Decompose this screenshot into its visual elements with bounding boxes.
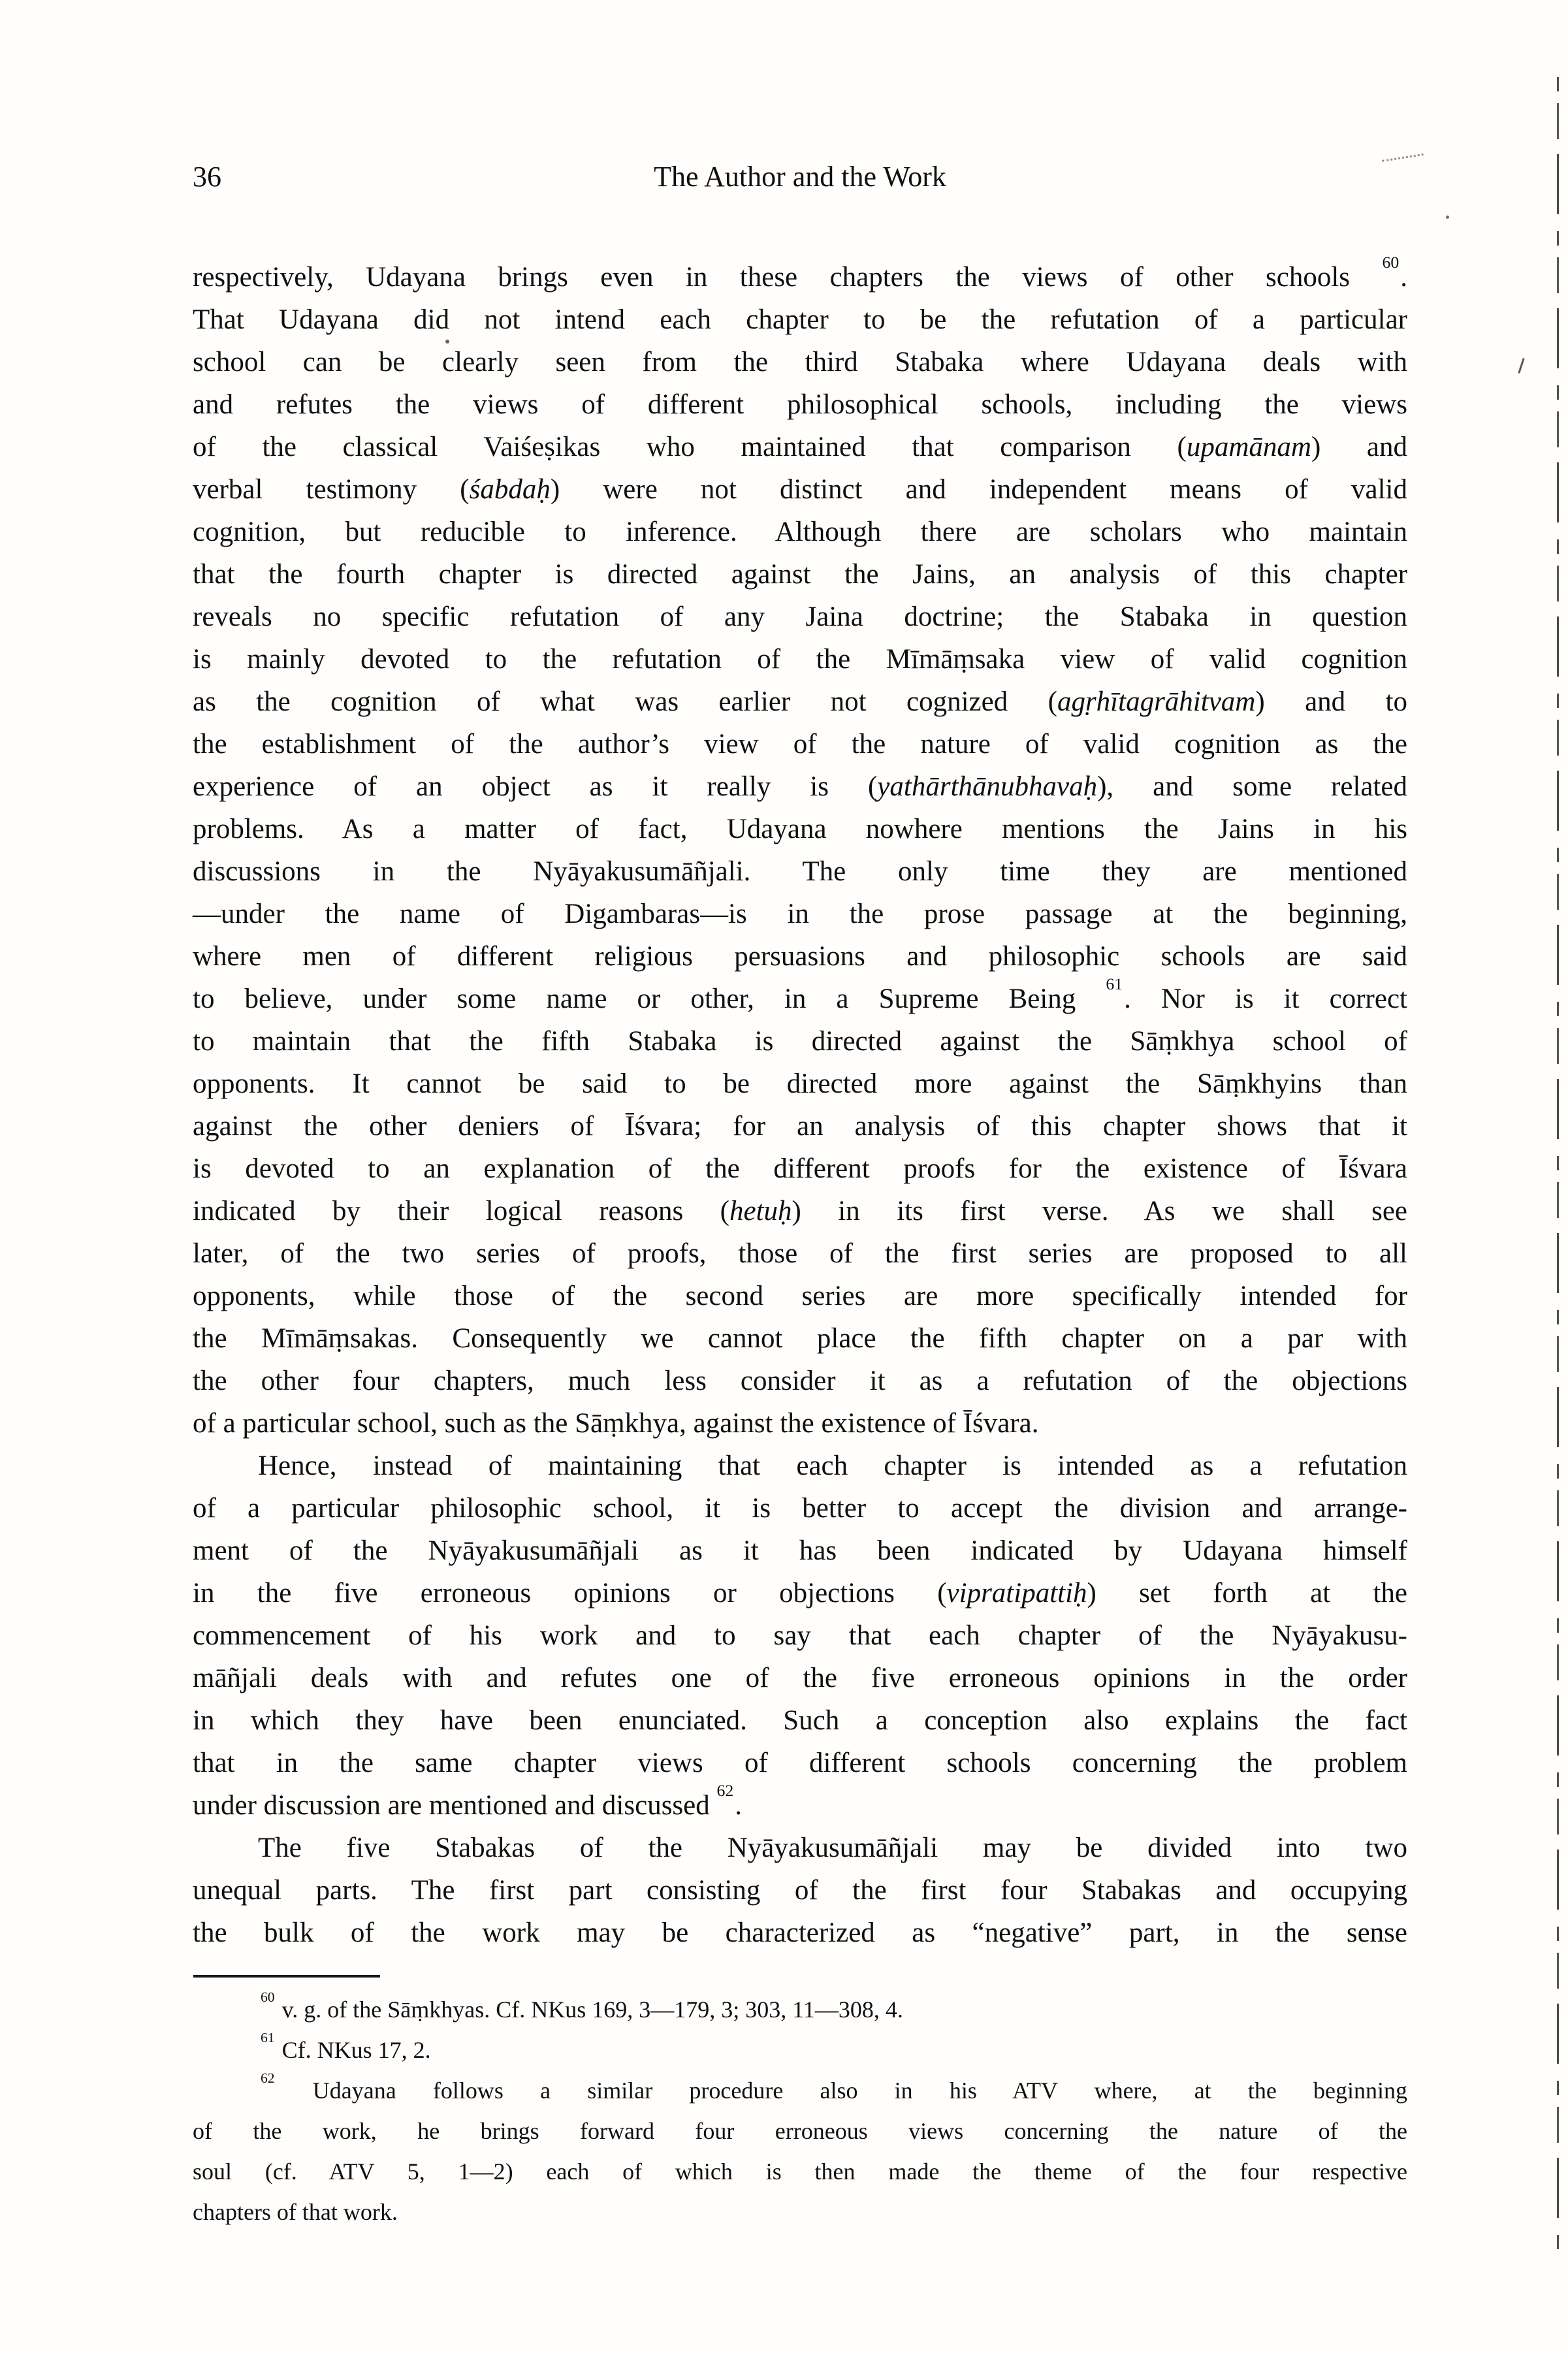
- text-line: ment of the Nyāyakusumāñjali as it has been indicated by Udayana himself: [193, 1535, 1407, 1566]
- running-header: The Author and the Work: [654, 161, 946, 193]
- footnote-line: $^{62}$ Udayana follows a similar procedure also in his ATV where, at the beginning: [261, 2070, 1407, 2104]
- footnotes: [193, 1989, 1407, 2232]
- text-line: Hence, instead of maintaining that each chapter is intended as a refutation: [258, 1450, 1407, 1481]
- text-line: of a particular school, such as the Sāṃkhya, against the existence of Īśvara.: [193, 1408, 1039, 1439]
- text-line: in the five erroneous opinions or objections (vipratipattiḥ) set forth at the: [193, 1578, 1407, 1609]
- text-line: The five Stabakas of the Nyāyakusumāñjali may be divided into two: [258, 1833, 1407, 1863]
- scan-artifact: [1557, 77, 1559, 2258]
- text-line: —under the name of Digambaras—is in the prose passage at the beginning,: [193, 899, 1407, 929]
- scan-artifact: [445, 340, 449, 344]
- text-line: problems. As a matter of fact, Udayana nowhere mentions the Jains in his: [193, 814, 1407, 844]
- text-line: that the fourth chapter is directed against the Jains, an analysis of this chapter: [193, 559, 1407, 590]
- text-line: indicated by their logical reasons (hetuḥ) in its first verse. As we shall see: [193, 1196, 1407, 1226]
- text-line: opponents. It cannot be said to be directed more against the Sāṃkhyins than: [193, 1068, 1407, 1099]
- footnote-line: $^{61}$ Cf. NKus 17, 2.: [261, 2030, 431, 2063]
- text-line: is devoted to an explanation of the different proofs for the existence of Īśvara: [193, 1153, 1407, 1184]
- text-line: cognition, but reducible to inference. Although there are scholars who maintain: [193, 517, 1407, 547]
- footnote-line: $^{60}$ v. g. of the Sāṃkhyas. Cf. NKus 169, 3—179, 3; 303, 11—308, 4.: [261, 1989, 903, 2023]
- text-line: the other four chapters, much less consider it as a refutation of the objections: [193, 1366, 1407, 1396]
- text-line: reveals no specific refutation of any Jaina doctrine; the Stabaka in question: [193, 601, 1407, 632]
- text-line: to believe, under some name or other, in a Supreme Being $^{61}$. Nor is it correct: [193, 974, 1407, 1014]
- footnote-line: chapters of that work.: [193, 2199, 398, 2225]
- footnote-line: of the work, he brings forward four erroneous views concerning the nature of the: [193, 2118, 1407, 2144]
- text-line: of a particular philosophic school, it is better to accept the division and arrange-: [193, 1493, 1407, 1524]
- page-number: 36: [193, 161, 221, 193]
- footnote-rule: [193, 1975, 380, 1978]
- text-line: the bulk of the work may be characterized as “negative” part, in the sense: [193, 1917, 1407, 1948]
- body-text: [193, 252, 1408, 1954]
- text-line: That Udayana did not intend each chapter to be the refutation of a particular: [193, 304, 1407, 335]
- text-line: school can be clearly seen from the third Stabaka where Udayana deals with: [193, 347, 1407, 377]
- text-line: later, of the two series of proofs, those of the first series are proposed to all: [193, 1238, 1407, 1269]
- text-line: as the cognition of what was earlier not cognized (agṛhītagrāhitvam) and to: [193, 686, 1407, 717]
- text-line: commencement of his work and to say that each chapter of the Nyāyakusu-: [193, 1620, 1407, 1651]
- text-line: and refutes the views of different philosophical schools, including the views: [193, 389, 1407, 420]
- text-line: is mainly devoted to the refutation of the Mīmāṃsaka view of valid cognition: [193, 644, 1407, 675]
- text-line: unequal parts. The first part consisting of the first four Stabakas and occupying: [193, 1875, 1407, 1906]
- text-line: opponents, while those of the second series are more specifically intended for: [193, 1281, 1407, 1311]
- text-line: the Mīmāṃsakas. Consequently we cannot place the fifth chapter on a par with: [193, 1323, 1407, 1354]
- text-line: where men of different religious persuasions and philosophic schools are said: [193, 941, 1407, 972]
- text-line: verbal testimony (śabdaḥ) were not distinct and independent means of valid: [193, 474, 1407, 505]
- scan-artifact: [1446, 216, 1449, 219]
- text-line: respectively, Udayana brings even in these chapters the views of other schools $^{60}$.: [193, 252, 1407, 293]
- text-line: discussions in the Nyāyakusumāñjali. The only time they are mentioned: [193, 856, 1407, 887]
- text-line: under discussion are mentioned and discussed $^{62}$.: [193, 1780, 743, 1821]
- text-line: the establishment of the author’s view of the nature of valid cognition as the: [193, 729, 1407, 760]
- text-line: against the other deniers of Īśvara; for an analysis of this chapter shows that it: [193, 1111, 1407, 1142]
- text-line: experience of an object as it really is (yathārthānubhavaḥ), and some related: [193, 771, 1408, 802]
- text-line: māñjali deals with and refutes one of the five erroneous opinions in the order: [193, 1663, 1407, 1693]
- scan-artifact: [1518, 358, 1524, 374]
- text-line: to maintain that the fifth Stabaka is directed against the Sāṃkhya school of: [193, 1026, 1407, 1057]
- text-line: in which they have been enunciated. Such a conception also explains the fact: [193, 1705, 1407, 1736]
- footnote-line: soul (cf. ATV 5, 1—2) each of which is then made the theme of the four respective: [193, 2158, 1407, 2185]
- text-line: of the classical Vaiśeṣikas who maintained that comparison (upamānam) and: [193, 432, 1407, 462]
- text-line: that in the same chapter views of different schools concerning the problem: [193, 1748, 1407, 1778]
